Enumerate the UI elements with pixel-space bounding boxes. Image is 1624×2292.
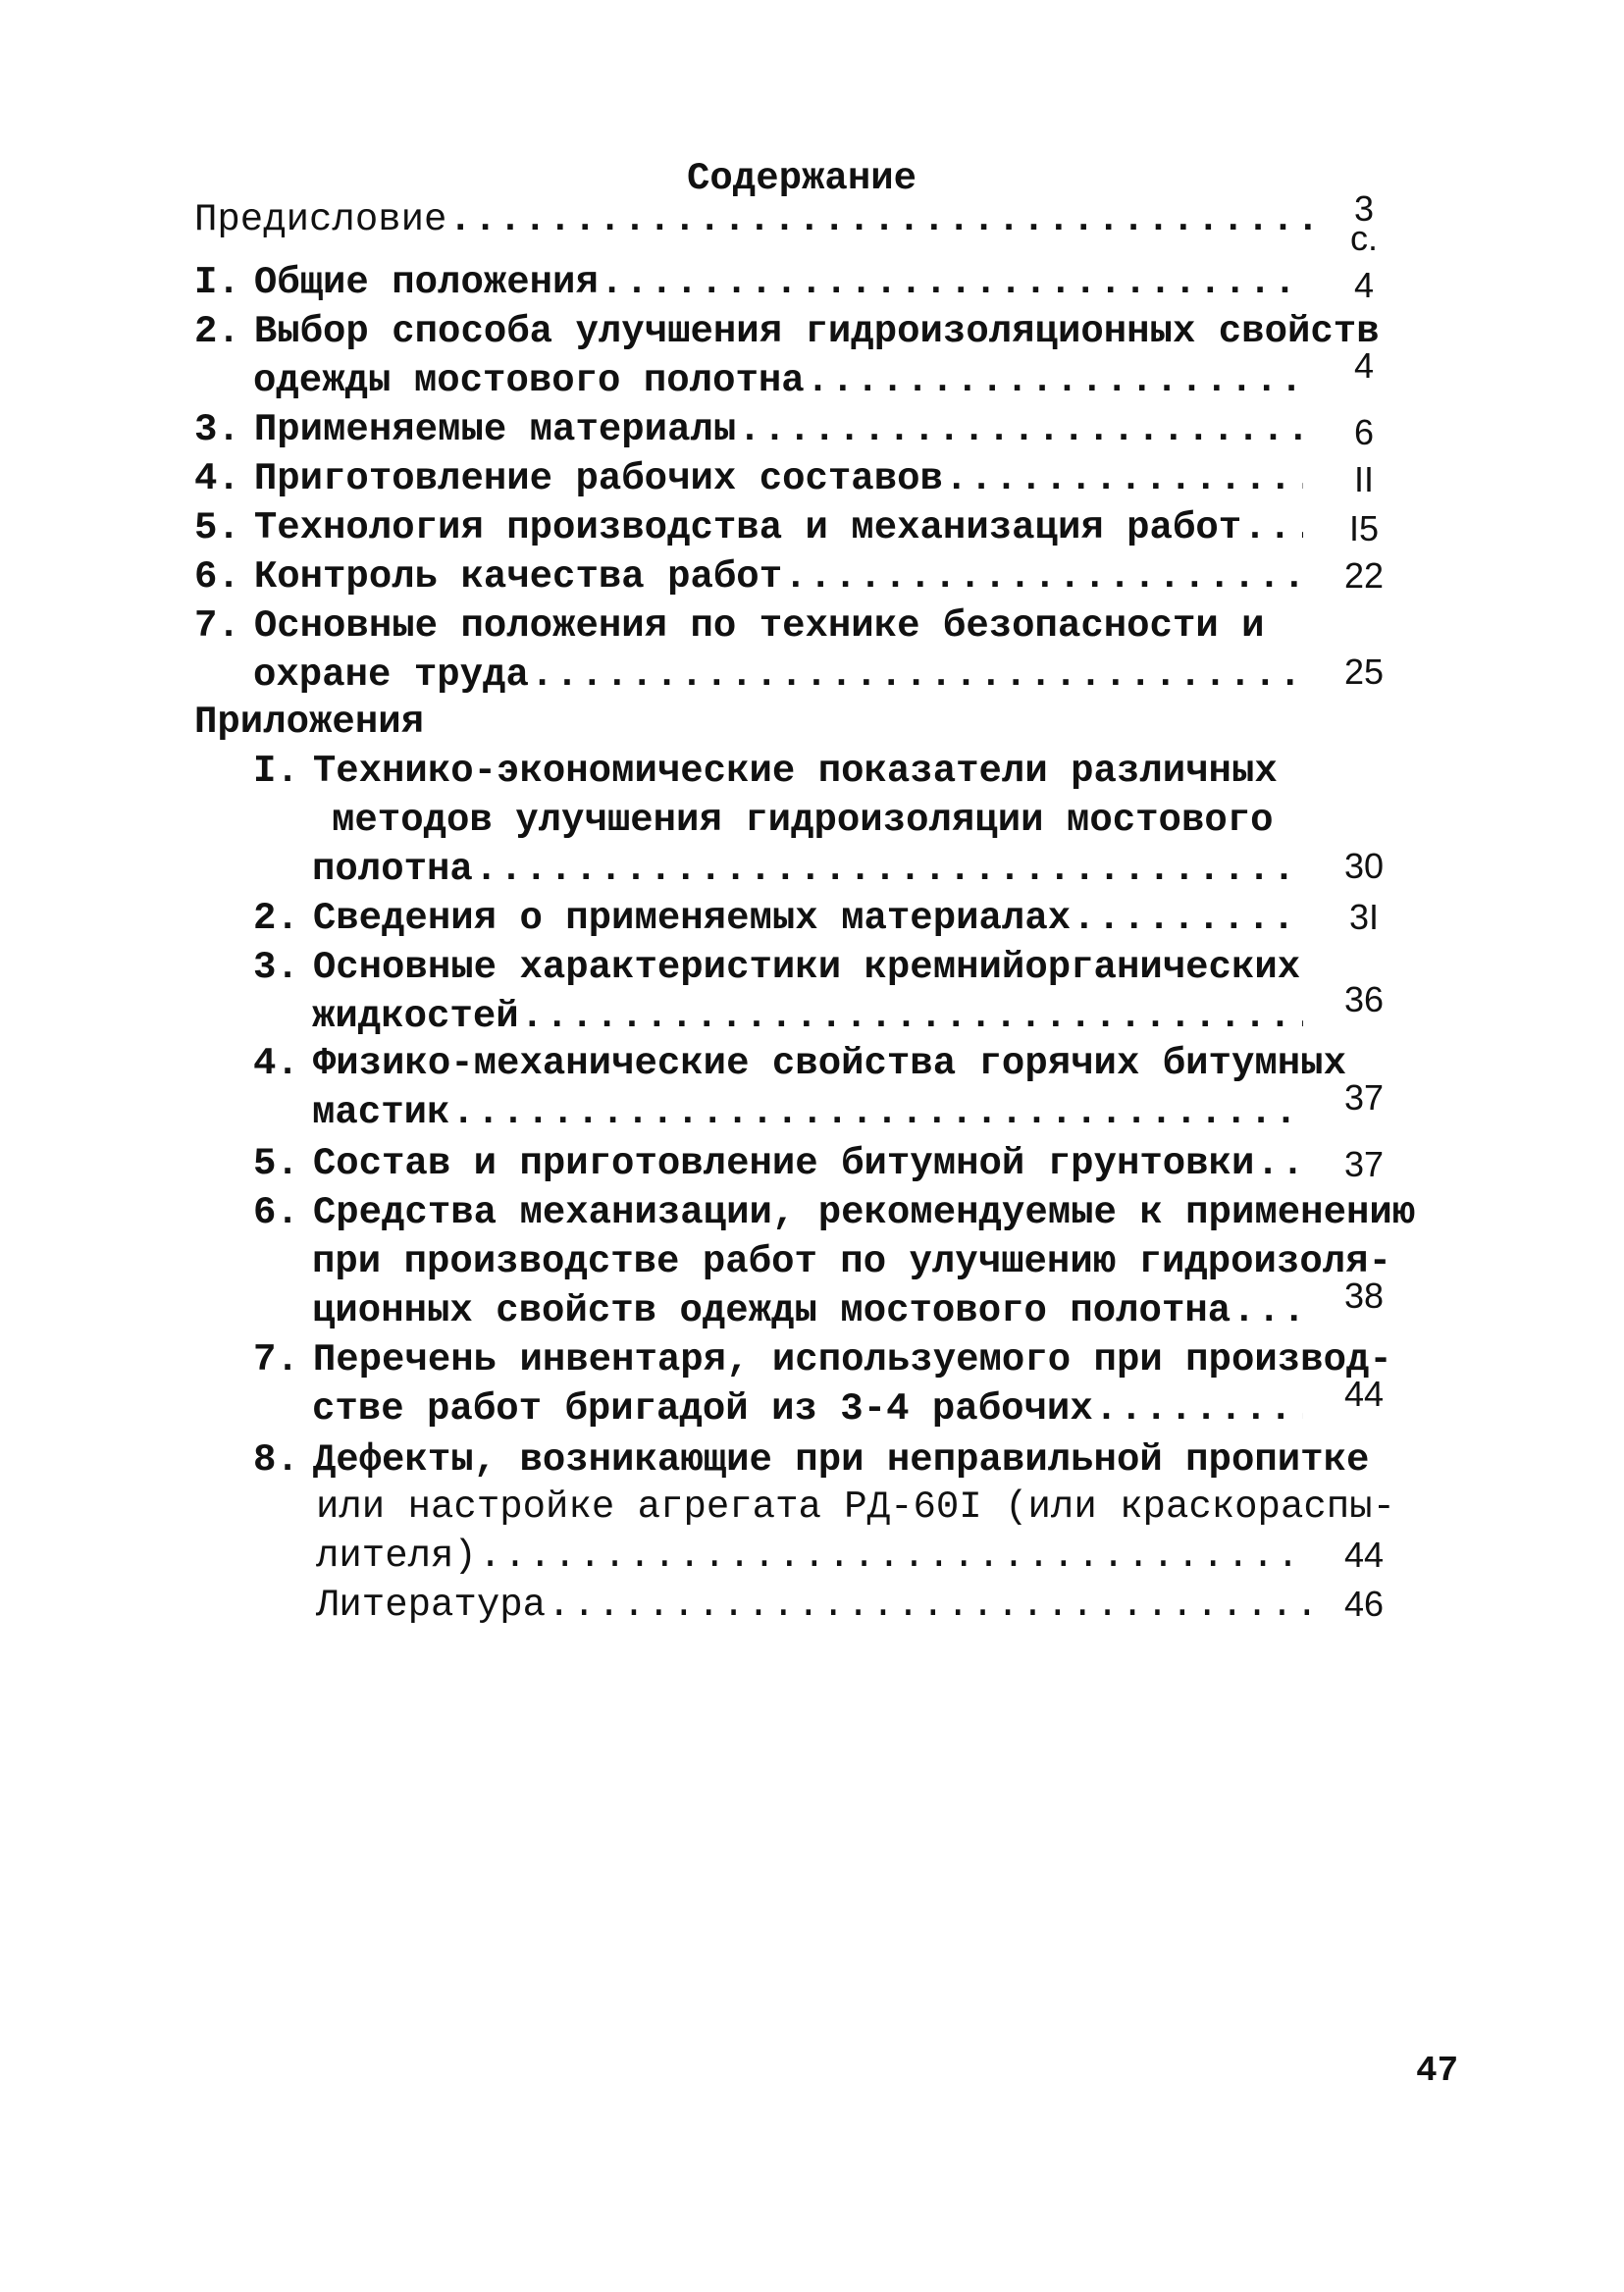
dot-leader (531, 653, 1303, 697)
toc-label: Контроль качества работ (253, 555, 783, 599)
toc-entry-appendix-8 (253, 1434, 1370, 1482)
toc-label: стве работ бригадой из 3-4 рабочих (312, 1387, 1093, 1431)
toc-page-number: 25 (1343, 651, 1385, 692)
toc-label: методов улучшения гидроизоляции мостового (332, 799, 1274, 842)
toc-num: 2. (253, 897, 299, 940)
toc-entry-appendix-6 (253, 1187, 1416, 1234)
toc-num: 8. (253, 1438, 299, 1482)
toc-entry-appendix-3 (253, 942, 1313, 989)
toc-entry-section-2-cont (253, 355, 1303, 402)
toc-label: жидкостей (312, 995, 519, 1038)
dot-leader (548, 1584, 1327, 1627)
toc-page-number: 3I (1348, 897, 1380, 937)
toc-label: Технико-экономические показатели различных (312, 750, 1278, 793)
toc-page-number: 46 (1343, 1584, 1385, 1624)
dot-leader (784, 555, 1303, 599)
toc-entry-section-4 (194, 453, 1303, 500)
dot-leader (945, 457, 1303, 500)
toc-num: I. (253, 750, 299, 793)
toc-num: 3. (253, 946, 299, 989)
toc-page-number: 4 (1353, 345, 1375, 386)
toc-label: ционных свойств одежды мостового полотна (312, 1289, 1231, 1332)
toc-label: Состав и приготовление битумной грунтовки (312, 1142, 1255, 1185)
toc-label: охране труда (253, 653, 529, 697)
toc-label: Приготовление рабочих составов (253, 457, 943, 500)
dot-leader (479, 1535, 1305, 1578)
toc-entry-section-7-cont (253, 650, 1303, 697)
toc-entry-appendix-8-cont2 (316, 1531, 1305, 1578)
toc-label: мастик (312, 1091, 450, 1134)
toc-entry-appendix-6-cont (312, 1236, 1391, 1283)
dot-leader (451, 1091, 1303, 1134)
toc-entry-appendix-1 (253, 746, 1313, 793)
toc-label: Сведения о применяемых материалах (312, 897, 1072, 940)
toc-page-number: 6 (1353, 412, 1375, 452)
toc-num: 5. (194, 506, 240, 549)
toc-page-number: 22 (1343, 555, 1385, 596)
dot-leader (521, 995, 1303, 1038)
toc-page-number: 36 (1343, 979, 1385, 1019)
dot-leader (448, 198, 1313, 241)
toc-label: Выбор способа улучшения гидроизоляционных свойств (253, 310, 1380, 353)
toc-label: полотна (312, 848, 473, 891)
toc-label: Общие положения (253, 261, 599, 304)
toc-num: 4. (253, 1042, 299, 1085)
toc-entry-appendix-4-cont (312, 1087, 1303, 1134)
dot-leader (475, 848, 1303, 891)
toc-label: Перечень инвентаря, используемого при производ- (312, 1338, 1392, 1381)
toc-label: Физико-механические свойства горячих битумных (312, 1042, 1346, 1085)
toc-entry-foreword (194, 194, 1313, 241)
toc-entry-literature (316, 1580, 1327, 1627)
toc-entry-appendix-5 (253, 1138, 1303, 1185)
toc-num: 4. (194, 457, 240, 500)
toc-page-number: 38 (1343, 1276, 1385, 1316)
toc-entry-appendix-6-cont2 (312, 1285, 1303, 1332)
toc-num: 5. (253, 1142, 299, 1185)
toc-label: одежды мостового полотна (253, 359, 805, 402)
toc-label: Применяемые материалы (253, 408, 737, 451)
toc-entry-section-2 (194, 306, 1380, 353)
toc-num: I. (194, 261, 240, 304)
dot-leader (1232, 1289, 1303, 1332)
toc-label: лителя) (316, 1535, 477, 1578)
toc-num: 2. (194, 310, 240, 353)
toc-label: при производстве работ по улучшению гидроизоля- (312, 1240, 1391, 1283)
toc-page-number: 4 (1353, 265, 1375, 305)
toc-entry-appendix-8-cont (316, 1482, 1395, 1529)
toc-num: 7. (253, 1338, 299, 1381)
unit-label: с. (1349, 218, 1378, 258)
toc-entry-appendix-2 (253, 893, 1303, 940)
toc-label: или настройке агрегата РД-60I (или краскораспы- (316, 1485, 1395, 1529)
toc-num: 6. (253, 1191, 299, 1234)
toc-entry-section-1 (194, 257, 1303, 304)
dot-leader (1073, 897, 1303, 940)
appendices-heading (194, 697, 783, 744)
toc-label: Основные характеристики кремнийорганических (312, 946, 1301, 989)
toc-num: 3. (194, 408, 240, 451)
toc-entry-section-7 (194, 600, 1303, 648)
page-title: Содержание (687, 157, 917, 200)
toc-page-number: 30 (1343, 846, 1385, 886)
page-number: 47 (1416, 2051, 1459, 2091)
toc-entry-appendix-3-cont (312, 991, 1303, 1038)
dot-leader (601, 261, 1303, 304)
toc-page-number: I5 (1348, 508, 1380, 548)
dot-leader (1243, 506, 1303, 549)
toc-num: 6. (194, 555, 240, 599)
toc-label: Средства механизации, рекомендуемые к применению (312, 1191, 1416, 1234)
toc-page-number: 3 (1353, 188, 1375, 229)
dot-leader (1095, 1387, 1303, 1431)
toc-entry-appendix-1-cont2 (312, 844, 1303, 891)
toc-entry-appendix-7 (253, 1334, 1392, 1381)
toc-entry-appendix-4 (253, 1038, 1346, 1085)
toc-label: Технология производства и механизация работ (253, 506, 1242, 549)
toc-page-number: 37 (1343, 1077, 1385, 1118)
dot-leader (738, 408, 1303, 451)
toc-page-number: 44 (1343, 1535, 1385, 1575)
dot-leader (807, 359, 1303, 402)
toc-entry-appendix-1-cont (332, 795, 1313, 842)
dot-leader (1256, 1142, 1303, 1185)
toc-entry-section-6 (194, 551, 1303, 599)
toc-page-number: 44 (1343, 1374, 1385, 1414)
toc-label: Дефекты, возникающие при неправильной пропитке (312, 1438, 1370, 1482)
toc-label: Предисловие (194, 198, 447, 241)
toc-label: Основные положения по технике безопасности и (253, 604, 1265, 648)
toc-entry-section-5 (194, 502, 1303, 549)
toc-num: 7. (194, 604, 240, 648)
toc-page-number: 37 (1343, 1144, 1385, 1184)
toc-page-number: II (1353, 459, 1374, 499)
toc-label: Литература (316, 1584, 547, 1627)
toc-entry-appendix-7-cont (312, 1383, 1303, 1431)
toc-entry-section-3 (194, 404, 1303, 451)
appendices-heading-label: Приложения (194, 701, 425, 744)
